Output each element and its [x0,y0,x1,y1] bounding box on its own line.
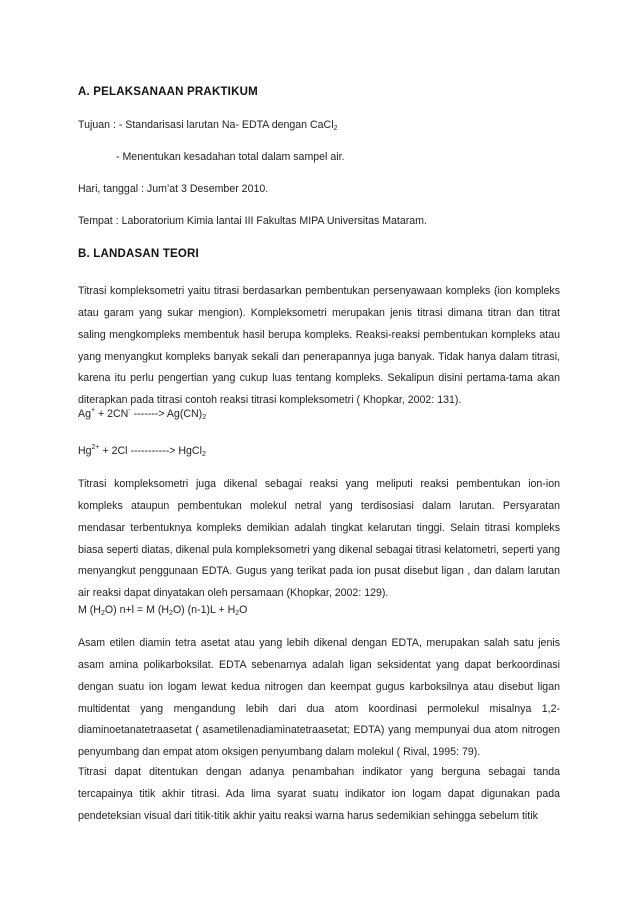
eq1-ag: Ag [78,408,91,420]
paragraph-3: Asam etilen diamin tetra asetat atau yang lebih dikenal dengan EDTA, merupakan salah satu jenis asam amina polikarboksilat. EDTA sebenarnya adalah ligan seksidentat yang dapat berkoordinasi dengan suatu ion logam lewat kedua nitrogen dan keempat gugus karboksilnya atau disebut ligan multidentat yang mengandung lebih dari dua atom koordinasi permolekul misalnya 1,2-diaminoetanatetraasetat ( asametilenadiaminatetraasetat; EDTA) yang mempunyai dua atom nitrogen penyumbang dan empat atom oksigen penyumbang dalam molekul ( Rival, 1995: 79). [78,637,560,759]
tujuan-1-subscript: 2 [333,125,338,132]
eq3-part-c: O) (n-1)L + H [172,604,236,616]
equation-2 [78,444,206,458]
eq2-product: + 2Cl -----------> HgCl [99,445,202,457]
eq3-sub-c: 2 [235,610,240,617]
paragraph-4: Titrasi dapat ditentukan dengan adanya penambahan indikator yang berguna sebagai tanda tercapainya titik akhir titrasi. Ada lima syarat suatu indikator ion logam dapat digunakan pada pendeteksian visual dari titik-titik akhir yaitu reaksi warna harus sedemikian sehingga sebelum titik [78,766,560,822]
paragraph-1: Titrasi kompleksometri yaitu titrasi berdasarkan pembentukan persenyawaan kompleks (ion kompleks atau garam yang sukar mengion). Kompleksometri merupakan jenis titrasi dimana titran dan titrat saling mengkompleks membentuk hasil berupa kompleks. Reaksi-reaksi pembentukan kompleks atau yang menyangkut kompleks banyak sekali dan penerapannya juga banyak. Tidak hanya dalam titrasi, karena itu perlu pengertian yang cukup luas tentang kompleks. Sekalipun disini pertama-tama akan diterapkan pada titrasi contoh reaksi titrasi kompleksometri ( Khopkar, 2002: 131). [78,285,560,407]
section-a-heading: A. PELAKSANAAN PRAKTIKUM [78,86,258,98]
paragraph-2: Titrasi kompleksometri juga dikenal sebagai reaksi yang meliputi reaksi pembentukan ion-ion kompleks ataupun pembentukan molekul netral yang terdisosiasi dalam larutan. Persyaratan mendasar terbentuknya kompleks demikian adalah tingkat kelarutan tinggi. Selain titrasi kompleks biasa seperti diatas, dikenal pula kompleksometri yang dikenal sebagai titrasi kelatometri, seperti yang menyangkut penggunaan EDTA. Gugus yang terikat pada ion pusat disebut ligan , dan dalam larutan air reaksi dapat dinyatakan oleh persamaan (Khopkar, 2002: 129). [78,478,560,600]
section-b-heading: B. LANDASAN TEORI [78,248,199,260]
eq3-part-a: M (H [78,604,101,616]
tujuan-line-1 [78,118,337,132]
equation-1 [78,407,206,421]
eq2-product-subscript: 2 [201,451,206,458]
eq1-ag-charge: + [90,407,96,414]
eq1-cn: + 2CN [95,408,129,420]
hari-tanggal: Hari, tanggal : Jum’at 3 Desember 2010. [78,183,269,195]
eq1-cn-charge: - [128,407,131,414]
tempat: Tempat : Laboratorium Kimia lantai III Fakultas MIPA Universitas Mataram. [78,215,427,227]
eq1-product-subscript: 2 [202,414,207,421]
eq3-sub-a: 2 [100,610,105,617]
tujuan-line-2: - Menentukan kesadahan total dalam sampel air. [116,151,345,163]
eq3-part-d: O [239,604,248,616]
eq1-product: -------> Ag(CN) [130,408,203,420]
eq3-part-b: O) n+l = M (H [104,604,170,616]
tujuan-1-text: Tujuan : - Standarisasi larutan Na- EDTA dengan CaCl [78,119,334,131]
equation-3 [78,603,247,617]
eq2-hg-charge: 2+ [91,444,100,451]
eq3-sub-b: 2 [169,610,173,617]
eq2-hg: Hg [78,445,92,457]
